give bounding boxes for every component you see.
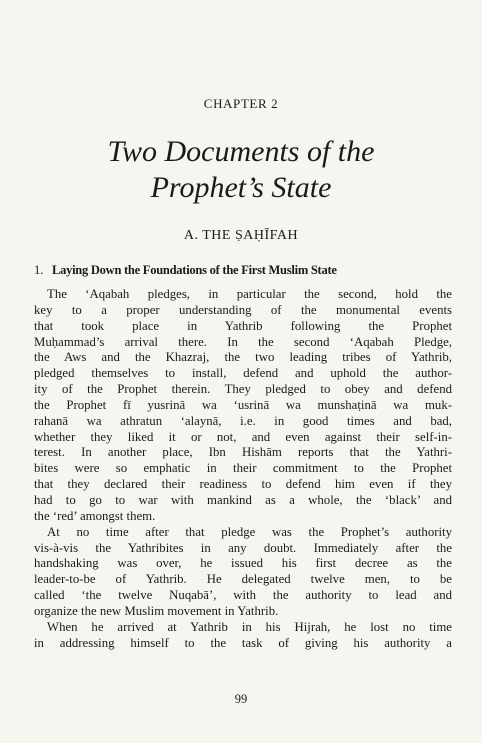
section-heading: A. THE ṢAḤĪFAH bbox=[183, 228, 299, 243]
body-line: in addressing himself to the task of giving his authority a bbox=[34, 635, 452, 650]
page-number: 99 bbox=[234, 692, 248, 706]
body-line: the Prophet fī yusrinā wa ‘usrinā wa munshaṭinā wa muk- bbox=[34, 397, 452, 412]
body-line: that took place in Yathrib following the Prophet bbox=[34, 318, 452, 333]
chapter-title-line-2: Prophet’s State bbox=[150, 171, 332, 204]
body-line: that they declared their readiness to defend him even if they bbox=[34, 477, 452, 492]
body-line: terest. In another place, Ibn Hishām reports that the Yathri- bbox=[34, 445, 452, 460]
body-line: The ‘Aqabah pledges, in particular the second, hold the bbox=[47, 287, 452, 301]
subsection-number: 1. bbox=[34, 263, 44, 277]
body-text bbox=[34, 287, 452, 651]
body-line: key to a proper understanding of the monumental events bbox=[34, 302, 452, 317]
body-line: had to go to war with mankind as a whole, the ‘black’ and bbox=[34, 492, 452, 507]
body-line: whether they liked it or not, and even against their self-in- bbox=[34, 429, 452, 444]
body-line: vis-à-vis the Yathribites in any doubt. Immediately after the bbox=[34, 540, 452, 555]
body-line: the ‘red’ amongst them. bbox=[34, 508, 156, 523]
body-line: ity of the Prophet therein. They pledged to obey and defend bbox=[34, 382, 452, 397]
chapter-label: CHAPTER 2 bbox=[203, 96, 279, 111]
body-line: pledged themselves to install, defend and uphold the author- bbox=[34, 366, 452, 381]
body-line: leader-to-be of Yathrib. He delegated twelve men, to be bbox=[34, 572, 452, 587]
body-line: handshaking was over, he issued his first decree as the bbox=[34, 556, 452, 571]
chapter-title-line-1: Two Documents of the bbox=[107, 135, 375, 168]
chapter-title bbox=[0, 134, 482, 206]
body-line: bites were so emphatic in their commitment to the Prophet bbox=[34, 461, 452, 476]
body-line: Muḥammad’s arrival there. In the second ‘Aqabah Pledge, bbox=[34, 334, 452, 349]
body-line: organize the new Muslim movement in Yathrib. bbox=[34, 603, 279, 618]
body-line: At no time after that pledge was the Prophet’s authority bbox=[47, 524, 452, 539]
body-line: rahanā wa athratun ‘alaynā, i.e. in good times and bad, bbox=[34, 413, 452, 428]
subsection-heading bbox=[34, 263, 454, 278]
body-line: When he arrived at Yathrib in his Hijrah, he lost no time bbox=[47, 619, 452, 634]
subsection-title: Laying Down the Foundations of the First Muslim State bbox=[52, 263, 337, 277]
body-line: the Aws and the Khazraj, the two leading tribes of Yathrib, bbox=[34, 350, 452, 365]
body-line: called ‘the twelve Nuqabā’, with the authority to lead and bbox=[34, 588, 452, 603]
